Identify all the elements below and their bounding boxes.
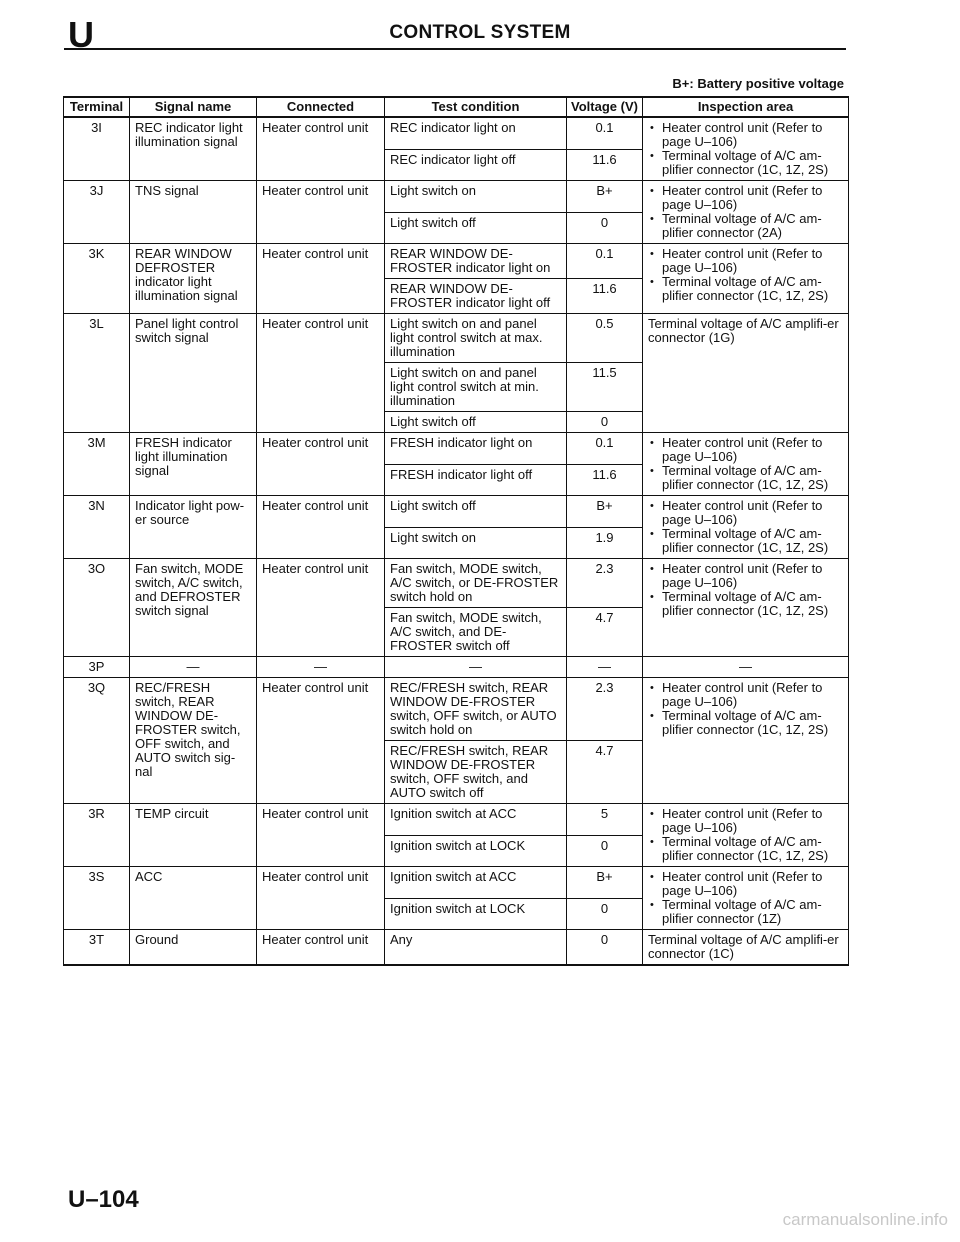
voltage-cell: 0: [567, 930, 643, 966]
voltage-cell: 0: [567, 898, 643, 930]
test-condition-cell: Ignition switch at ACC: [385, 867, 567, 899]
voltage-cell: 0.1: [567, 433, 643, 465]
inspection-item: • Terminal voltage of A/C am-plifier connector (1C, 1Z, 2S): [662, 149, 843, 177]
signal-name-cell: Indicator light pow-er source: [130, 496, 257, 559]
connected-cell: Heater control unit: [257, 804, 385, 867]
inspection-area-cell: [643, 244, 849, 314]
test-condition-cell: Light switch off: [385, 212, 567, 244]
test-condition-cell: FRESH indicator light off: [385, 464, 567, 496]
inspection-area-cell: [643, 496, 849, 559]
test-condition-cell: Any: [385, 930, 567, 966]
test-condition-cell: FRESH indicator light on: [385, 433, 567, 465]
voltage-cell: —: [567, 657, 643, 678]
test-condition-cell: REC indicator light on: [385, 117, 567, 149]
table-row: [64, 244, 849, 279]
connected-cell: Heater control unit: [257, 117, 385, 181]
table-row: [64, 804, 849, 836]
inspection-area-cell: [643, 117, 849, 181]
voltage-cell: 11.6: [567, 464, 643, 496]
inspection-item: • Heater control unit (Refer to page U–106): [662, 121, 843, 149]
header-rule: [64, 48, 846, 50]
inspection-area-cell: [643, 433, 849, 496]
inspection-item: • Heater control unit (Refer to page U–106): [662, 807, 843, 835]
watermark: carmanualsonline.info: [782, 1210, 948, 1229]
table-row: [64, 657, 849, 678]
inspection-area-cell: Terminal voltage of A/C amplifi-er connector (1C): [643, 930, 849, 966]
table-row: [64, 181, 849, 213]
inspection-list: [648, 436, 843, 492]
test-condition-cell: Light switch on and panel light control switch at max. illumination: [385, 314, 567, 363]
inspection-item: • Heater control unit (Refer to page U–106): [662, 436, 843, 464]
test-condition-cell: Fan switch, MODE switch, A/C switch, and DE-FROSTER switch off: [385, 608, 567, 657]
connected-cell: Heater control unit: [257, 930, 385, 966]
section-letter: U: [68, 14, 94, 55]
voltage-cell: 4.7: [567, 608, 643, 657]
voltage-cell: 0.5: [567, 314, 643, 363]
test-condition-cell: Ignition switch at LOCK: [385, 835, 567, 867]
voltage-cell: 11.6: [567, 149, 643, 180]
inspection-item: • Heater control unit (Refer to page U–106): [662, 562, 843, 590]
voltage-cell: 0.1: [567, 117, 643, 149]
column-header-terminal: Terminal: [64, 97, 130, 117]
inspection-list: [648, 184, 843, 240]
inspection-item: • Terminal voltage of A/C am-plifier connector (1Z): [662, 898, 843, 926]
inspection-area-cell: [643, 804, 849, 867]
inspection-list: [648, 562, 843, 618]
inspection-list: [648, 681, 843, 737]
test-condition-cell: —: [385, 657, 567, 678]
voltage-cell: 5: [567, 804, 643, 836]
inspection-area-cell: [643, 181, 849, 244]
table-row: [64, 117, 849, 149]
signal-name-cell: —: [130, 657, 257, 678]
connected-cell: Heater control unit: [257, 433, 385, 496]
test-condition-cell: REC indicator light off: [385, 149, 567, 180]
table-header-row: [64, 97, 849, 117]
table-row: [64, 559, 849, 608]
connected-cell: Heater control unit: [257, 867, 385, 930]
column-header-connected: Connected: [257, 97, 385, 117]
terminal-cell: 3R: [64, 804, 130, 867]
column-header-signal-name: Signal name: [130, 97, 257, 117]
inspection-item: • Terminal voltage of A/C am-plifier connector (1C, 1Z, 2S): [662, 709, 843, 737]
connected-cell: Heater control unit: [257, 314, 385, 433]
inspection-list: [648, 247, 843, 303]
terminal-cell: 3Q: [64, 678, 130, 804]
voltage-cell: 2.3: [567, 678, 643, 741]
voltage-cell: B+: [567, 181, 643, 213]
inspection-item: • Terminal voltage of A/C am-plifier connector (1C, 1Z, 2S): [662, 835, 843, 863]
voltage-cell: 2.3: [567, 559, 643, 608]
signal-name-cell: Fan switch, MODE switch, A/C switch, and DEFROSTER switch signal: [130, 559, 257, 657]
inspection-area-cell: —: [643, 657, 849, 678]
connected-cell: Heater control unit: [257, 678, 385, 804]
inspection-item: • Heater control unit (Refer to page U–106): [662, 870, 843, 898]
terminal-cell: 3T: [64, 930, 130, 966]
battery-voltage-note: B+: Battery positive voltage: [672, 76, 844, 91]
table-body: [64, 117, 849, 965]
voltage-cell: 0.1: [567, 244, 643, 279]
signal-name-cell: REAR WINDOW DEFROSTER indicator light illumination signal: [130, 244, 257, 314]
signal-name-cell: FRESH indicator light illumination signal: [130, 433, 257, 496]
inspection-area-cell: [643, 867, 849, 930]
inspection-item: • Terminal voltage of A/C am-plifier connector (2A): [662, 212, 843, 240]
test-condition-cell: REAR WINDOW DE-FROSTER indicator light on: [385, 244, 567, 279]
test-condition-cell: Ignition switch at ACC: [385, 804, 567, 836]
inspection-list: [648, 807, 843, 863]
signal-name-cell: REC indicator light illumination signal: [130, 117, 257, 181]
voltage-cell: 0: [567, 835, 643, 867]
voltage-cell: 4.7: [567, 741, 643, 804]
terminal-cell: 3P: [64, 657, 130, 678]
signal-name-cell: REC/FRESH switch, REAR WINDOW DE-FROSTER switch, OFF switch, and AUTO switch sig-nal: [130, 678, 257, 804]
table-row: [64, 678, 849, 741]
connected-cell: Heater control unit: [257, 559, 385, 657]
test-condition-cell: Light switch on: [385, 181, 567, 213]
connected-cell: Heater control unit: [257, 496, 385, 559]
connected-cell: —: [257, 657, 385, 678]
test-condition-cell: Ignition switch at LOCK: [385, 898, 567, 930]
signal-name-cell: TNS signal: [130, 181, 257, 244]
signal-name-cell: Ground: [130, 930, 257, 966]
inspection-list: [648, 499, 843, 555]
terminal-inspection-table: [63, 96, 849, 966]
inspection-list: [648, 870, 843, 926]
page-title: CONTROL SYSTEM: [389, 22, 571, 43]
connected-cell: Heater control unit: [257, 244, 385, 314]
table-row: [64, 496, 849, 528]
inspection-area-cell: Terminal voltage of A/C amplifi-er connector (1G): [643, 314, 849, 433]
terminal-cell: 3L: [64, 314, 130, 433]
signal-name-cell: ACC: [130, 867, 257, 930]
inspection-item: • Heater control unit (Refer to page U–106): [662, 681, 843, 709]
table-row: [64, 867, 849, 899]
column-header-inspection-area: Inspection area: [643, 97, 849, 117]
signal-name-cell: Panel light control switch signal: [130, 314, 257, 433]
page-code: U–104: [68, 1186, 139, 1213]
table-row: [64, 930, 849, 966]
column-header-voltage: Voltage (V): [567, 97, 643, 117]
voltage-cell: 11.6: [567, 279, 643, 314]
terminal-cell: 3J: [64, 181, 130, 244]
test-condition-cell: Light switch off: [385, 412, 567, 433]
test-condition-cell: REAR WINDOW DE-FROSTER indicator light off: [385, 279, 567, 314]
terminal-cell: 3M: [64, 433, 130, 496]
table-row: [64, 433, 849, 465]
terminal-cell: 3I: [64, 117, 130, 181]
voltage-cell: 1.9: [567, 527, 643, 559]
signal-name-cell: TEMP circuit: [130, 804, 257, 867]
test-condition-cell: Light switch on: [385, 527, 567, 559]
terminal-cell: 3K: [64, 244, 130, 314]
voltage-cell: B+: [567, 496, 643, 528]
inspection-area-cell: [643, 678, 849, 804]
inspection-item: • Terminal voltage of A/C am-plifier connector (1C, 1Z, 2S): [662, 275, 843, 303]
inspection-item: • Terminal voltage of A/C am-plifier connector (1C, 1Z, 2S): [662, 590, 843, 618]
terminal-cell: 3S: [64, 867, 130, 930]
test-condition-cell: Light switch off: [385, 496, 567, 528]
terminal-cell: 3N: [64, 496, 130, 559]
voltage-cell: 11.5: [567, 363, 643, 412]
inspection-item: • Heater control unit (Refer to page U–106): [662, 247, 843, 275]
inspection-item: • Terminal voltage of A/C am-plifier connector (1C, 1Z, 2S): [662, 527, 843, 555]
inspection-item: • Heater control unit (Refer to page U–106): [662, 184, 843, 212]
test-condition-cell: REC/FRESH switch, REAR WINDOW DE-FROSTER switch, OFF switch, or AUTO switch hold on: [385, 678, 567, 741]
inspection-item: • Terminal voltage of A/C am-plifier connector (1C, 1Z, 2S): [662, 464, 843, 492]
column-header-test-condition: Test condition: [385, 97, 567, 117]
test-condition-cell: Fan switch, MODE switch, A/C switch, or DE-FROSTER switch hold on: [385, 559, 567, 608]
connected-cell: Heater control unit: [257, 181, 385, 244]
test-condition-cell: Light switch on and panel light control switch at min. illumination: [385, 363, 567, 412]
table-row: [64, 314, 849, 363]
voltage-cell: B+: [567, 867, 643, 899]
test-condition-cell: REC/FRESH switch, REAR WINDOW DE-FROSTER switch, OFF switch, and AUTO switch off: [385, 741, 567, 804]
voltage-cell: 0: [567, 212, 643, 244]
terminal-cell: 3O: [64, 559, 130, 657]
inspection-list: [648, 121, 843, 177]
voltage-cell: 0: [567, 412, 643, 433]
inspection-area-cell: [643, 559, 849, 657]
inspection-item: • Heater control unit (Refer to page U–106): [662, 499, 843, 527]
